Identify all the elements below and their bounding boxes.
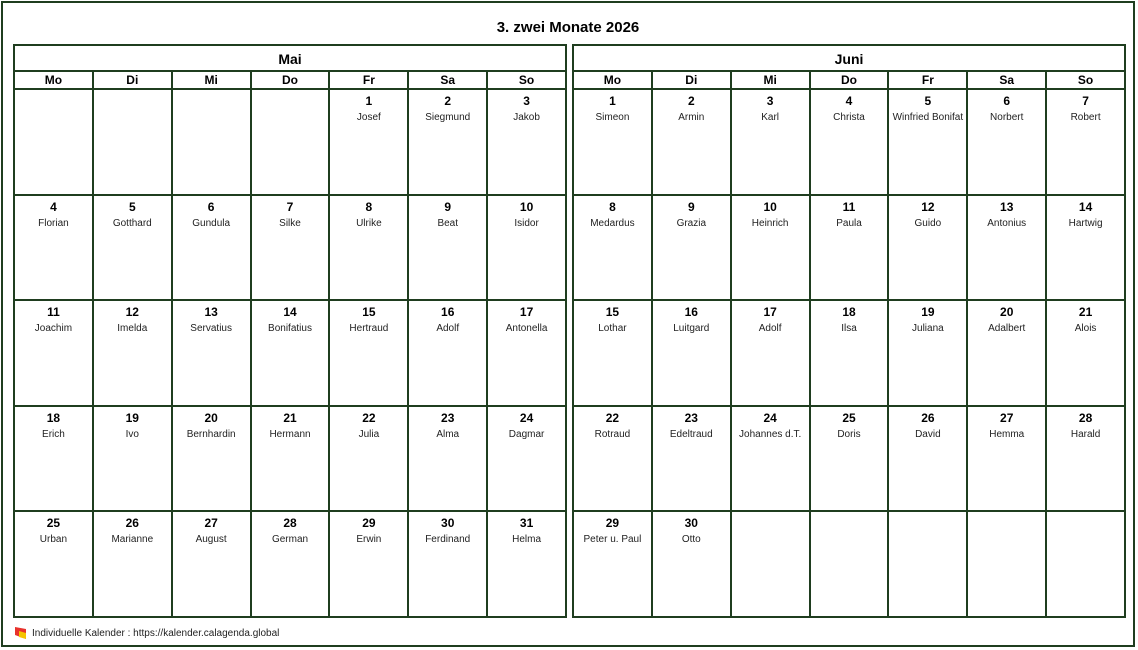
name-day: Ferdinand xyxy=(425,534,471,546)
day-cell xyxy=(488,512,565,616)
day-cell xyxy=(574,407,653,511)
day-number: 21 xyxy=(1078,305,1093,320)
day-number: 8 xyxy=(609,199,616,214)
weekday-header: Mi xyxy=(173,72,252,88)
name-day: German xyxy=(271,534,309,546)
day-cell xyxy=(1047,301,1124,405)
name-day: Helma xyxy=(512,534,542,546)
name-day: Urban xyxy=(39,534,68,546)
day-number: 17 xyxy=(763,305,777,320)
week-row xyxy=(15,301,565,407)
day-number: 24 xyxy=(763,410,777,425)
day-cell xyxy=(732,90,811,194)
weekday-header: Fr xyxy=(889,72,968,88)
empty-day-cell xyxy=(15,90,94,194)
day-number: 20 xyxy=(204,410,218,425)
day-cell xyxy=(409,512,488,616)
name-day: Erich xyxy=(42,428,65,440)
name-day: Silke xyxy=(279,217,301,229)
week-row xyxy=(574,407,1124,513)
day-cell xyxy=(488,196,565,300)
day-cell xyxy=(1047,407,1124,511)
empty-day-cell xyxy=(173,90,252,194)
day-number: 4 xyxy=(845,94,853,108)
day-number: 31 xyxy=(519,516,534,531)
day-cell xyxy=(889,301,968,405)
name-day: Alma xyxy=(436,428,460,440)
name-day: Hemma xyxy=(989,428,1025,440)
day-cell xyxy=(968,407,1047,511)
name-day: Otto xyxy=(681,534,701,546)
name-day: Adolf xyxy=(436,323,460,335)
name-day: Norbert xyxy=(990,112,1024,123)
day-number: 6 xyxy=(207,199,215,214)
name-day: Antonella xyxy=(505,323,548,335)
weekday-header: Fr xyxy=(330,72,409,88)
day-number: 9 xyxy=(444,199,452,214)
weekday-header-row xyxy=(574,72,1124,90)
page-title: 3. zwei Monate 2026 xyxy=(496,19,640,36)
day-number: 27 xyxy=(204,516,218,531)
day-cell xyxy=(811,90,890,194)
day-number: 7 xyxy=(1082,94,1089,108)
day-cell xyxy=(330,196,409,300)
day-number: 15 xyxy=(605,305,620,320)
day-cell xyxy=(811,407,890,511)
name-day: Bonifatius xyxy=(268,323,312,335)
day-cell xyxy=(653,196,732,300)
week-row xyxy=(574,301,1124,407)
day-number: 8 xyxy=(365,199,373,214)
name-day: Josef xyxy=(356,112,381,123)
day-cell xyxy=(488,407,565,511)
day-cell xyxy=(252,196,331,300)
name-day: Doris xyxy=(837,428,861,440)
name-day: Dagmar xyxy=(508,428,545,440)
name-day: Armin xyxy=(678,112,705,123)
day-number: 10 xyxy=(519,199,534,214)
name-day: Florian xyxy=(38,217,69,229)
weekday-header: Sa xyxy=(409,72,488,88)
name-day: Erwin xyxy=(356,534,382,546)
day-number: 15 xyxy=(362,305,376,320)
day-cell xyxy=(574,512,653,616)
week-row xyxy=(15,512,565,616)
weekday-header: Mo xyxy=(15,72,94,88)
empty-day-cell xyxy=(732,512,811,616)
day-number: 12 xyxy=(125,305,139,320)
name-day: Alois xyxy=(1074,323,1097,335)
day-number: 24 xyxy=(519,410,534,425)
weekday-header: Do xyxy=(811,72,890,88)
name-day: Juliana xyxy=(912,323,944,335)
name-day: Hartwig xyxy=(1068,217,1103,229)
day-number: 26 xyxy=(921,410,935,425)
day-cell xyxy=(330,512,409,616)
week-row xyxy=(15,196,565,302)
month-grid xyxy=(15,90,565,616)
day-cell xyxy=(653,301,732,405)
day-cell xyxy=(330,90,409,194)
empty-day-cell xyxy=(889,512,968,616)
month-grid xyxy=(574,90,1124,616)
day-number: 12 xyxy=(921,199,935,214)
day-number: 14 xyxy=(1078,199,1093,214)
day-cell xyxy=(94,407,173,511)
day-cell xyxy=(409,301,488,405)
weekday-header: Mi xyxy=(732,72,811,88)
month-block-mai xyxy=(13,44,567,618)
name-day: Guido xyxy=(914,217,942,229)
name-day: Hermann xyxy=(269,428,311,440)
day-cell xyxy=(173,196,252,300)
week-row xyxy=(15,407,565,513)
day-cell xyxy=(811,301,890,405)
day-cell xyxy=(574,90,653,194)
name-day: Edeltraud xyxy=(669,428,713,440)
name-day: Heinrich xyxy=(751,217,789,229)
day-cell xyxy=(889,407,968,511)
weekday-header: Di xyxy=(653,72,732,88)
name-day: Adolf xyxy=(758,323,782,335)
weekday-header: So xyxy=(1077,73,1094,87)
month-block-juni xyxy=(572,44,1126,618)
week-row xyxy=(574,90,1124,196)
day-number: 21 xyxy=(283,410,297,425)
name-day: Winfried Bonifat xyxy=(892,112,964,123)
day-cell xyxy=(653,407,732,511)
day-cell xyxy=(574,196,653,300)
day-cell xyxy=(653,512,732,616)
day-number: 22 xyxy=(362,410,376,425)
name-day: Gundula xyxy=(192,217,231,229)
name-day: Karl xyxy=(761,112,780,123)
day-cell xyxy=(732,196,811,300)
day-cell xyxy=(409,407,488,511)
day-number: 16 xyxy=(684,305,698,320)
name-day: Siegmund xyxy=(425,112,471,123)
calagenda-logo-icon xyxy=(15,627,26,639)
day-number: 19 xyxy=(125,410,139,425)
day-cell xyxy=(173,407,252,511)
day-number: 1 xyxy=(365,94,373,108)
name-day: Luitgard xyxy=(673,323,710,335)
day-number: 29 xyxy=(605,516,620,531)
calendar-page xyxy=(1,1,1135,647)
day-cell xyxy=(15,407,94,511)
footer-link[interactable]: Individuelle Kalender : https://kalender.calagenda.global xyxy=(32,627,280,639)
day-cell xyxy=(968,301,1047,405)
day-number: 20 xyxy=(1000,305,1014,320)
day-cell xyxy=(330,407,409,511)
empty-day-cell xyxy=(94,90,173,194)
day-cell xyxy=(889,90,968,194)
day-number: 25 xyxy=(842,410,856,425)
day-cell xyxy=(252,407,331,511)
weekday-header: Di xyxy=(94,72,173,88)
day-number: 1 xyxy=(609,94,616,108)
day-cell xyxy=(330,301,409,405)
day-cell xyxy=(889,196,968,300)
day-number: 28 xyxy=(283,516,297,531)
weekday-header: Do xyxy=(252,72,331,88)
month-name: Mai xyxy=(15,46,565,72)
name-day: Julia xyxy=(358,428,380,440)
name-day: Ulrike xyxy=(356,217,382,229)
name-day: Lothar xyxy=(598,323,627,335)
name-day: Servatius xyxy=(190,323,232,335)
day-number: 2 xyxy=(687,94,695,108)
day-number: 27 xyxy=(1000,410,1014,425)
day-number: 19 xyxy=(921,305,935,320)
day-number: 30 xyxy=(684,516,698,531)
day-number: 3 xyxy=(523,94,530,108)
day-cell xyxy=(409,90,488,194)
day-number: 22 xyxy=(605,410,620,425)
day-number: 18 xyxy=(46,410,61,425)
day-number: 4 xyxy=(50,199,57,214)
name-day: Ivo xyxy=(125,428,139,440)
name-day: Christa xyxy=(833,112,865,123)
day-cell xyxy=(94,301,173,405)
name-day: Robert xyxy=(1070,112,1101,123)
day-cell xyxy=(15,301,94,405)
day-cell xyxy=(1047,196,1124,300)
weekday-header: So xyxy=(518,73,535,87)
week-row xyxy=(574,512,1124,616)
name-day: Peter u. Paul xyxy=(583,534,642,546)
day-cell xyxy=(94,512,173,616)
day-number: 11 xyxy=(47,305,60,320)
day-cell xyxy=(811,196,890,300)
day-cell xyxy=(409,196,488,300)
name-day: Harald xyxy=(1070,428,1101,440)
day-number: 14 xyxy=(283,305,297,320)
empty-day-cell xyxy=(811,512,890,616)
name-day: Simeon xyxy=(595,112,630,123)
day-number: 11 xyxy=(842,199,856,214)
day-number: 16 xyxy=(441,305,455,320)
day-number: 13 xyxy=(204,305,218,320)
day-number: 6 xyxy=(1003,94,1011,108)
day-number: 7 xyxy=(286,199,294,214)
week-row xyxy=(574,196,1124,302)
name-day: Marianne xyxy=(111,534,154,546)
day-cell xyxy=(574,301,653,405)
day-number: 3 xyxy=(766,94,774,108)
day-cell xyxy=(252,301,331,405)
day-cell xyxy=(732,301,811,405)
week-row xyxy=(15,90,565,196)
day-cell xyxy=(488,90,565,194)
day-cell xyxy=(15,512,94,616)
day-number: 18 xyxy=(842,305,856,320)
name-day: Joachim xyxy=(34,323,73,335)
day-cell xyxy=(15,196,94,300)
day-number: 23 xyxy=(684,410,698,425)
day-cell xyxy=(732,407,811,511)
empty-day-cell xyxy=(968,512,1047,616)
name-day: Paula xyxy=(836,217,862,229)
name-day: Grazia xyxy=(676,217,707,229)
month-name: Juni xyxy=(574,46,1124,72)
day-number: 17 xyxy=(519,305,534,320)
day-cell xyxy=(968,196,1047,300)
day-cell xyxy=(94,196,173,300)
day-number: 5 xyxy=(128,199,136,214)
name-day: Isidor xyxy=(514,217,539,229)
weekday-header: Sa xyxy=(968,72,1047,88)
name-day: Beat xyxy=(437,217,459,229)
name-day: Antonius xyxy=(987,217,1027,229)
empty-day-cell xyxy=(252,90,331,194)
name-day: Imelda xyxy=(117,323,148,335)
day-number: 5 xyxy=(924,94,932,108)
day-cell xyxy=(173,301,252,405)
footer xyxy=(15,627,279,639)
weekday-header: Mo xyxy=(574,72,653,88)
name-day: Johannes d.T. xyxy=(739,428,802,440)
day-cell xyxy=(488,301,565,405)
name-day: Jakob xyxy=(513,112,540,123)
day-number: 13 xyxy=(1000,199,1014,214)
day-number: 30 xyxy=(441,516,455,531)
day-cell xyxy=(252,512,331,616)
name-day: Ilsa xyxy=(841,323,857,335)
name-day: Rotraud xyxy=(594,428,631,440)
day-number: 10 xyxy=(763,199,777,214)
name-day: David xyxy=(915,428,941,440)
day-cell xyxy=(653,90,732,194)
name-day: Hertraud xyxy=(349,323,389,335)
day-number: 25 xyxy=(46,516,61,531)
day-number: 23 xyxy=(441,410,455,425)
name-day: Adalbert xyxy=(988,323,1026,335)
day-cell xyxy=(968,90,1047,194)
day-number: 9 xyxy=(687,199,695,214)
name-day: Bernhardin xyxy=(186,428,236,440)
weekday-header-row xyxy=(15,72,565,90)
empty-day-cell xyxy=(1047,512,1124,616)
day-cell xyxy=(173,512,252,616)
name-day: Gotthard xyxy=(112,217,152,229)
day-number: 29 xyxy=(362,516,376,531)
day-number: 28 xyxy=(1078,410,1093,425)
day-number: 26 xyxy=(125,516,139,531)
day-cell xyxy=(1047,90,1124,194)
name-day: August xyxy=(195,534,227,546)
name-day: Medardus xyxy=(590,217,635,229)
day-number: 2 xyxy=(444,94,452,108)
